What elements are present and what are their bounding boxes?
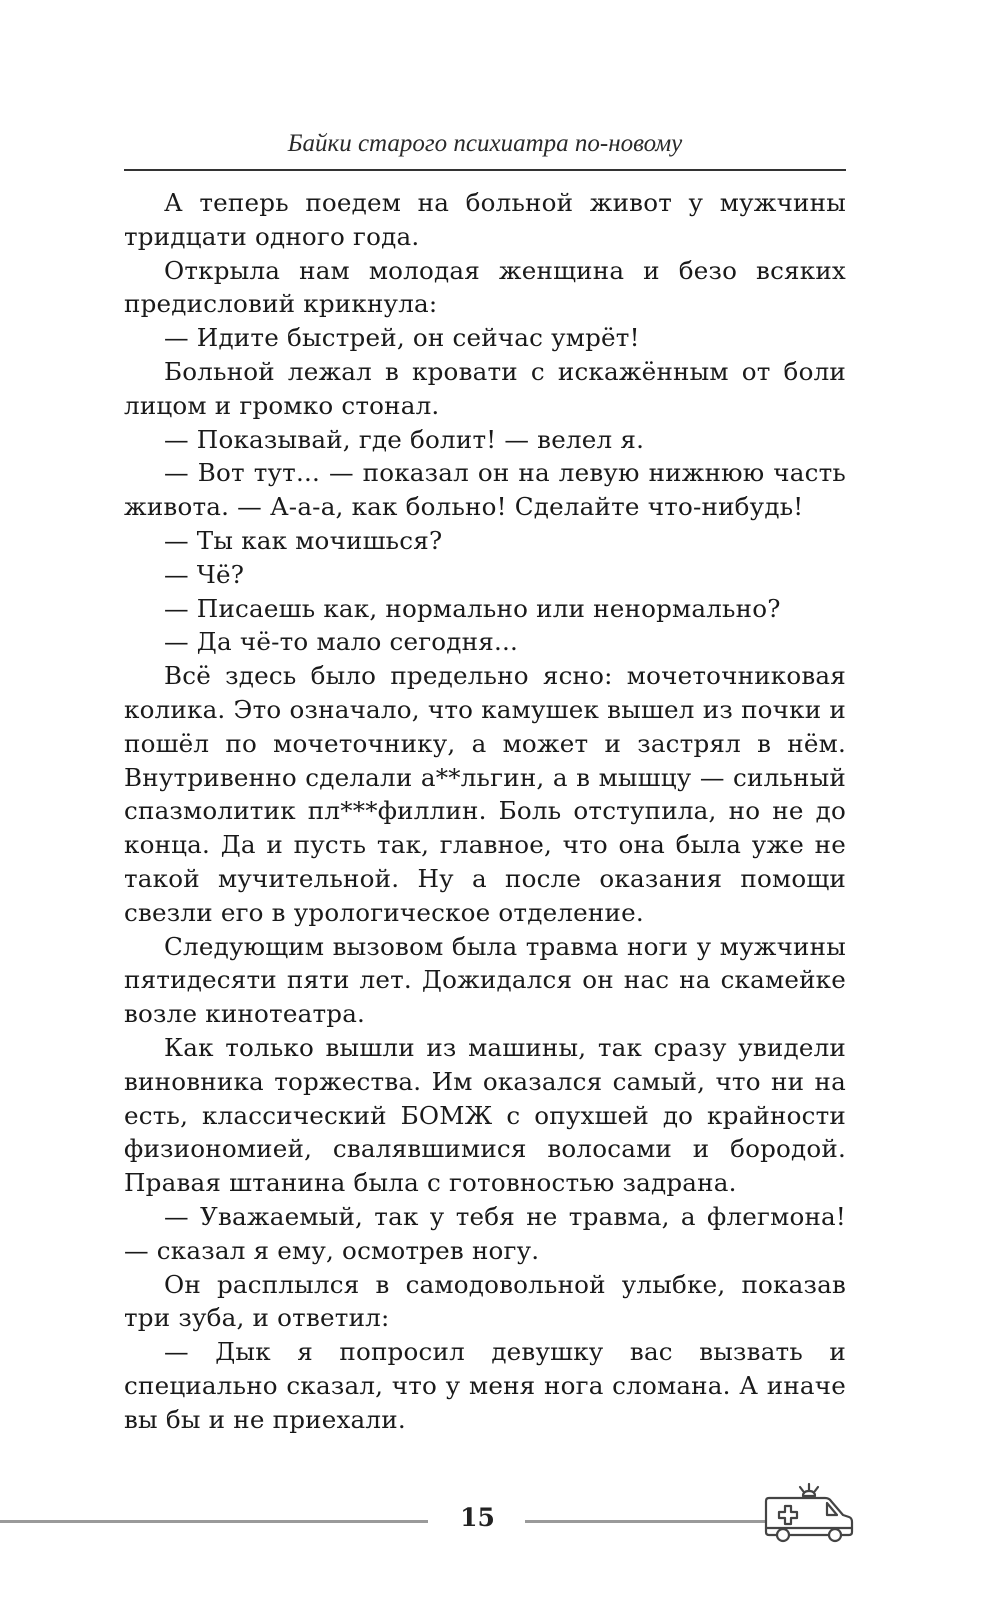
running-header: Байки старого психиатра по-новому	[287, 130, 683, 157]
paragraph: — Ты как мочишься?	[164, 525, 443, 555]
paragraph: — Писаешь как, нормально или ненормально?	[164, 593, 781, 623]
paragraph: Он расплылся в самодовольной улыбке, показав три зуба, и ответил:	[124, 1269, 846, 1333]
paragraph: — Да чё-то мало сегодня...	[164, 627, 519, 657]
paragraph: Всё здесь было предельно ясно: мочеточниковая колика. Это означало, что камушек вышел из почки и пошёл по мочеточнику, а может и застрял в нём. Внутривенно сделали а**льгин, а в мышцу — сильный спазмолитик пл***филлин. Боль отступила, но не до конца. Да и пусть так, главное, что она была уже не такой мучительной. Ну а после оказания помощи свезли его в урологическое отделение.	[124, 661, 846, 927]
ambulance-icon	[763, 1482, 855, 1544]
paragraph: Как только вышли из машины, так сразу увидели виновника торжества. Им оказался самый, что ни на есть, классический БОМЖ с опухшей до крайности физиономией, свалявшимися волосами и бородой. Правая штанина была с готовностью задрана.	[124, 1032, 846, 1198]
paragraph: А теперь поедем на больной живот у мужчины тридцати одного года.	[124, 188, 846, 251]
paragraph: — Показывай, где болит! — велел я.	[164, 424, 645, 454]
footer-rule-left	[0, 1520, 428, 1523]
footer-rule-right	[525, 1520, 768, 1523]
page-number: 15	[460, 1503, 495, 1532]
paragraph: — Дык я попросил девушку вас вызвать и специально сказал, что у меня нога сломана. А иначе вы бы и не приехали.	[124, 1337, 846, 1434]
paragraph: — Уважаемый, так у тебя не травма, а флегмона! — сказал я ему, осмотрев ногу.	[124, 1201, 846, 1265]
paragraph: Открыла нам молодая женщина и безо всяких предисловий крикнула:	[124, 255, 846, 319]
paragraph: — Идите быстрей, он сейчас умрёт!	[164, 323, 640, 353]
body-text	[124, 186, 846, 1436]
paragraph: Больной лежал в кровати с искажённым от боли лицом и громко стонал.	[124, 356, 846, 420]
paragraph: — Вот тут... — показал он на левую нижнюю часть живота. — А-а-а, как больно! Сделайте что-нибудь!	[124, 458, 846, 522]
paragraph: Следующим вызовом была травма ноги у мужчины пятидесяти пяти лет. Дожидался он нас на скамейке возле кинотеатра.	[124, 931, 846, 1029]
paragraph: — Чё?	[164, 559, 245, 589]
header-rule	[124, 169, 846, 171]
